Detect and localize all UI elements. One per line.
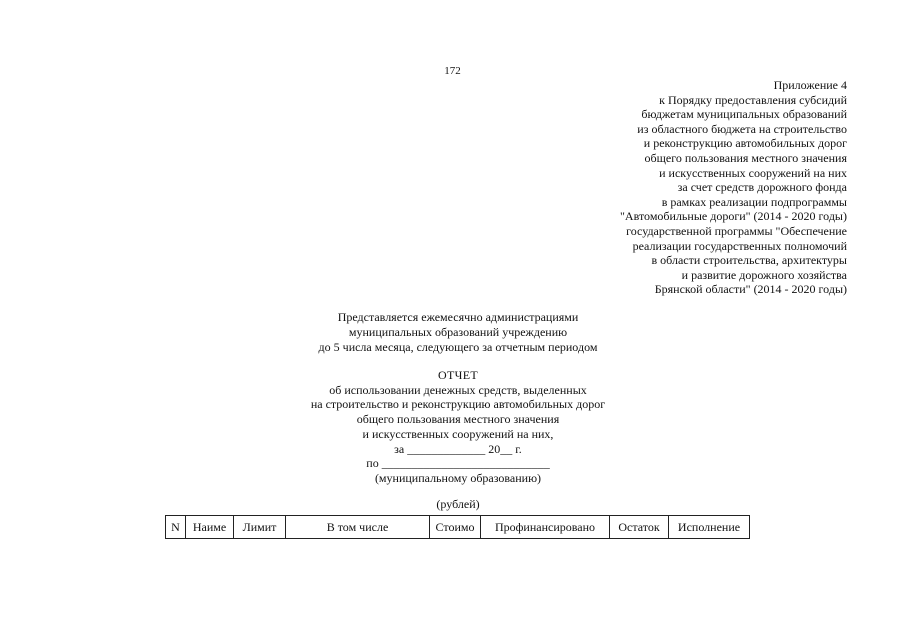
table-header-cell: Исполнение	[669, 516, 750, 539]
appendix-line: бюджетам муниципальных образований	[641, 107, 847, 122]
appendix-line: за счет средств дорожного фонда	[677, 180, 847, 195]
table-header-row	[166, 516, 750, 539]
page-number: 172	[444, 65, 461, 77]
units-label: (рублей)	[436, 497, 480, 511]
table-header-cell: Наиме	[186, 516, 234, 539]
report-line: об использовании денежных средств, выделенных	[329, 382, 587, 397]
appendix-line: государственной программы "Обеспечение	[626, 223, 847, 238]
appendix-line: в рамках реализации подпрограммы	[661, 194, 847, 209]
appendix-line: в области строительства, архитектуры	[651, 253, 847, 268]
report-line: и искусственных сооружений на них,	[362, 426, 554, 441]
report-period-line: за _____________ 20__ г.	[394, 441, 522, 456]
table-header-cell: Стоимо	[430, 516, 481, 539]
appendix-line: "Автомобильные дороги" (2014 - 2020 годы)	[620, 209, 847, 224]
appendix-line: Брянской области" (2014 - 2020 годы)	[654, 282, 847, 297]
table-header-cell: N	[166, 516, 186, 539]
report-line: общего пользования местного значения	[356, 412, 560, 427]
report-line: на строительство и реконструкцию автомобильных дорог	[310, 397, 606, 412]
appendix-header	[527, 78, 847, 297]
submission-note	[258, 310, 658, 355]
table-header-cell: В том числе	[286, 516, 430, 539]
appendix-line: и реконструкцию автомобильных дорог	[643, 136, 847, 151]
report-table	[165, 515, 750, 539]
appendix-line: к Порядку предоставления субсидий	[659, 92, 847, 107]
table-header-cell: Лимит	[234, 516, 286, 539]
appendix-line: из областного бюджета на строительство	[637, 121, 847, 136]
report-municipality-line: по ____________________________	[366, 456, 550, 471]
report-municipality-caption: (муниципальному образованию)	[374, 470, 542, 485]
note-line: до 5 числа месяца, следующего за отчетным периодом	[318, 340, 598, 354]
note-line: муниципальных образований учреждению	[348, 325, 568, 339]
appendix-line: реализации государственных полномочий	[632, 238, 847, 253]
table-header-cell: Остаток	[610, 516, 669, 539]
appendix-line: Приложение 4	[773, 78, 847, 92]
report-title: ОТЧЕТ	[438, 368, 478, 382]
report-heading	[258, 368, 658, 486]
note-line: Представляется ежемесячно администрациями	[337, 310, 579, 324]
appendix-line: и искусственных сооружений на них	[659, 165, 847, 180]
appendix-line: общего пользования местного значения	[644, 150, 847, 165]
appendix-line: и развитие дорожного хозяйства	[681, 267, 847, 282]
table-header-cell: Профинансировано	[481, 516, 610, 539]
